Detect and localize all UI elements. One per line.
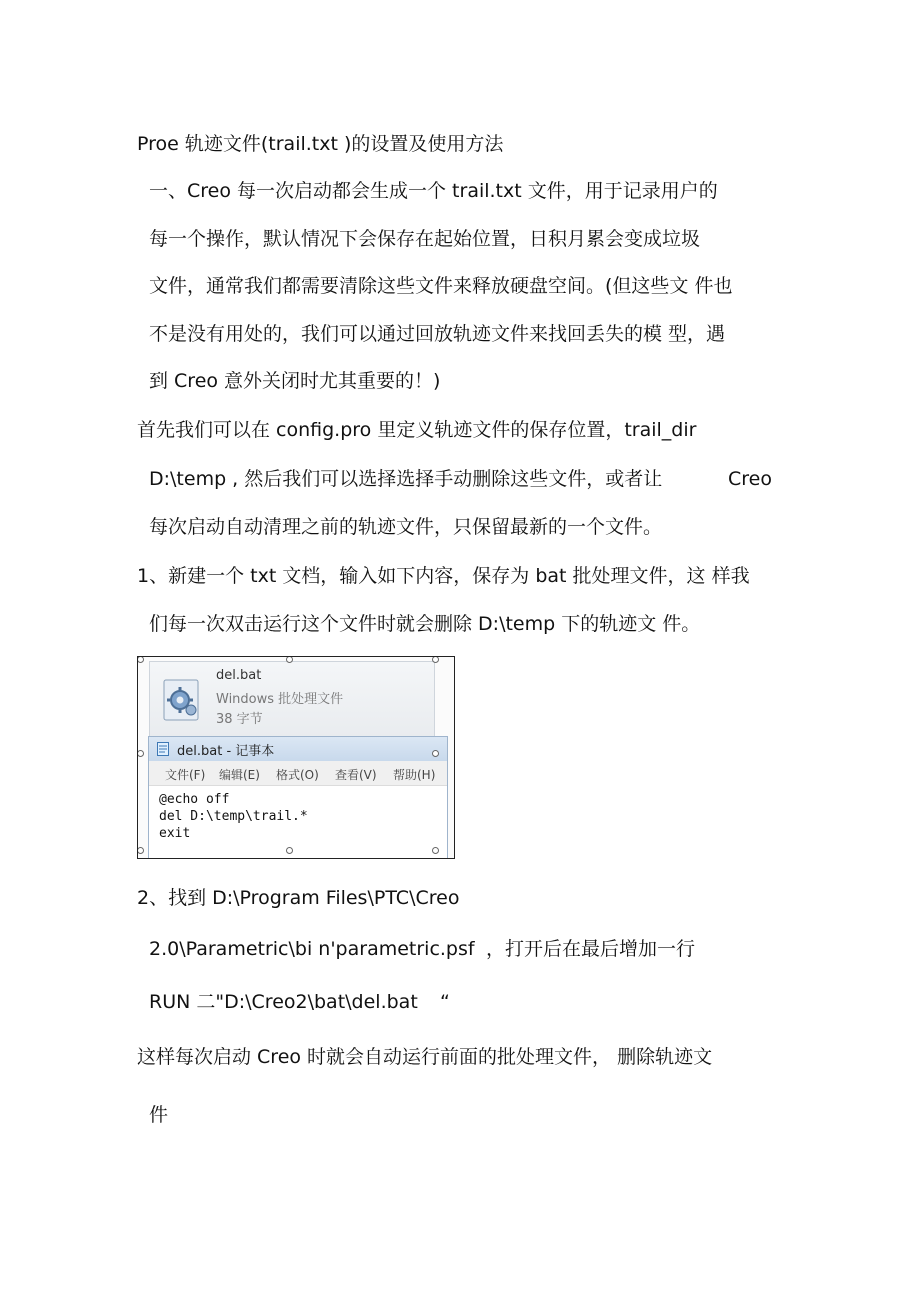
- config-line-1: 首先我们可以在 config.pro 里定义轨迹文件的保存位置，trail_dir: [137, 419, 697, 441]
- final-line-2: 件: [149, 1104, 169, 1126]
- notepad-text-area[interactable]: [159, 791, 308, 842]
- resize-handle-middle-left[interactable]: [137, 750, 144, 757]
- menu-view[interactable]: 查看(V): [335, 768, 377, 782]
- menu-format[interactable]: 格式(O): [276, 768, 319, 782]
- step1-line-2: 们每一次双击运行这个文件时就会删除 D:\temp 下的轨迹文 件。: [149, 613, 701, 635]
- notepad-titlebar[interactable]: [149, 737, 447, 761]
- config-line-2-text: D:\temp , 然后我们可以选择选择手动删除这些文件，或者让: [149, 468, 663, 490]
- resize-handle-top-center[interactable]: [286, 656, 293, 663]
- notepad-icon: [157, 742, 169, 756]
- intro-line-5: 到 Creo 意外关闭时尤其重要的！): [149, 370, 441, 392]
- menu-help[interactable]: 帮助(H): [393, 768, 436, 782]
- intro-line-3: 文件，通常我们都需要清除这些文件来释放硬盘空间。(但这些文 件也: [149, 275, 733, 297]
- code-line-2: del D:\temp\trail.*: [159, 809, 308, 824]
- menu-edit[interactable]: 编辑(E): [219, 768, 260, 782]
- file-type: Windows 批处理文件: [216, 692, 344, 707]
- file-name: del.bat: [216, 668, 262, 683]
- resize-handle-top-right[interactable]: [432, 656, 439, 663]
- code-line-3: exit: [159, 826, 191, 841]
- embedded-screenshot: [137, 656, 455, 859]
- step2-line-1: 2、找到 D:\Program Files\PTC\Creo: [137, 887, 460, 909]
- config-line-2: [149, 467, 662, 491]
- config-line-2-creo: Creo: [728, 468, 772, 490]
- notepad-window: [148, 736, 448, 859]
- file-size: 38 字节: [216, 712, 263, 727]
- notepad-title: del.bat - 记事本: [177, 744, 275, 759]
- file-tile: [149, 661, 435, 738]
- step2-line-3-quote: “: [440, 991, 450, 1013]
- intro-line-4: 不是没有用处的，我们可以通过回放轨迹文件来找回丢失的模 型，遇: [149, 323, 726, 345]
- step1-line-1: 1、新建一个 txt 文档，输入如下内容，保存为 bat 批处理文件，这 样我: [137, 565, 750, 587]
- resize-handle-bottom-left[interactable]: [137, 847, 144, 854]
- final-line-1: 这样每次启动 Creo 时就会自动运行前面的批处理文件， 删除轨迹文: [137, 1046, 713, 1068]
- batch-file-gear-icon: [160, 678, 204, 722]
- intro-line-2: 每一个操作，默认情况下会保存在起始位置，日积月累会变成垃圾: [149, 228, 701, 250]
- resize-handle-top-left[interactable]: [137, 656, 144, 663]
- step2-line-3: RUN 二"D:\Creo2\bat\del.bat: [149, 991, 418, 1013]
- resize-handle-middle-right[interactable]: [432, 750, 439, 757]
- intro-line-1: 一、Creo 每一次启动都会生成一个 trail.txt 文件，用于记录用户的: [149, 180, 718, 202]
- code-line-1: @echo off: [159, 792, 230, 807]
- config-line-3: 每次启动自动清理之前的轨迹文件，只保留最新的一个文件。: [149, 516, 663, 538]
- resize-handle-bottom-right[interactable]: [432, 847, 439, 854]
- resize-handle-bottom-center[interactable]: [286, 847, 293, 854]
- step2-line-2-tail: ，打开后在最后增加一行: [486, 938, 696, 960]
- step2-line-2: 2.0\Parametric\bi n'parametric.psf: [149, 938, 475, 960]
- menu-file[interactable]: 文件(F): [165, 768, 206, 782]
- notepad-menubar: [149, 761, 447, 786]
- doc-title: Proe 轨迹文件(trail.txt )的设置及使用方法: [137, 133, 504, 155]
